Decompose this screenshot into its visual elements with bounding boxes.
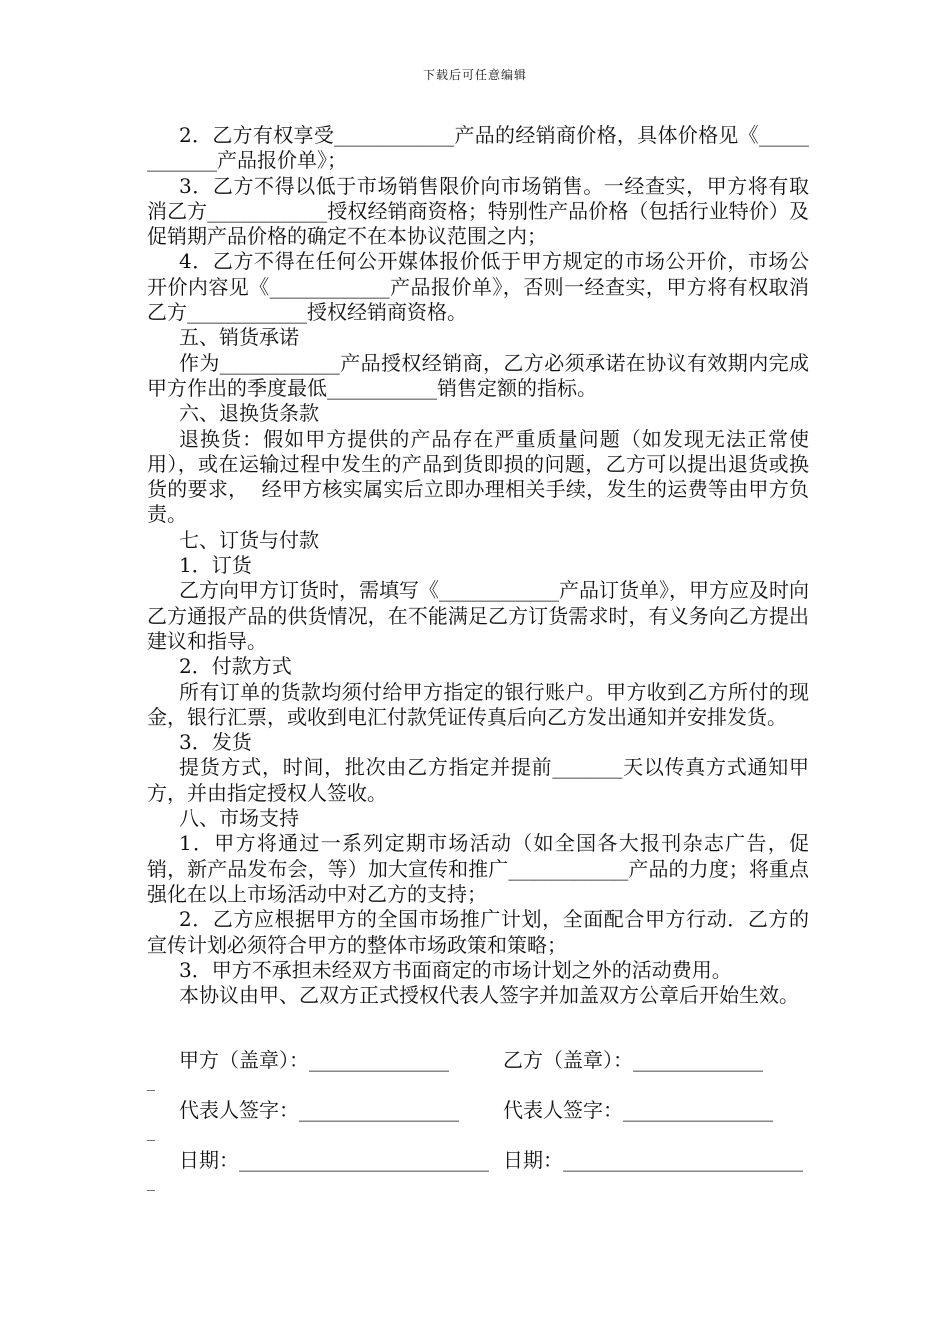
signature-row-seal [147, 1044, 807, 1091]
party-b-date-field: 日期：________________________ [503, 1148, 803, 1172]
party-b-seal-field: 乙方（盖章）：_____________ [503, 1048, 763, 1072]
clause-returns: 退换货：假如甲方提供的产品存在严重质量问题（如发现无法正常使用），或在运输过程中发生的产品到货即损的问题，乙方可以提出退货或换货的要求， 经甲方核实属实后立即办理相关手续，发生的运费等由甲方负责。 [147, 426, 809, 527]
page-header-note: 下载后可任意编辑 [422, 68, 527, 82]
subheading-delivery: 3．发货 [179, 730, 252, 755]
party-a-date-field: 日期：_________________________ [179, 1148, 489, 1172]
section-heading-market-support: 八、市场支持 [179, 806, 299, 831]
clause-activity-costs: 3．甲方不承担未经双方书面商定的市场计划之外的活动费用。 [179, 957, 732, 982]
contract-body [147, 123, 809, 1008]
signature-row-representative [147, 1094, 807, 1141]
party-a-representative-field: 代表人签字：________________ [179, 1098, 459, 1122]
clause-min-price: 3．乙方不得以低于市场销售限价向市场销售。一经查实，甲方将有取消乙方____________授权经销商资格；特别性产品价格（包括行业特价）及促销期产品价格的确定不在本协议范围之内； [147, 173, 809, 249]
section-heading-sales-commitment: 五、销货承诺 [179, 325, 299, 350]
clause-ordering: 乙方向甲方订货时，需填写《____________产品订货单》，甲方应及时向乙方通报产品的供货情况，在不能满足乙方订货需求时，有义务向乙方提出建议和指导。 [147, 578, 809, 653]
clause-market-activities: 1．甲方将通过一系列定期市场活动（如全国各大报刊杂志广告，促销，新产品发布会，等）加大宣传和推广____________产品的力度；将重点强化在以上市场活动中对乙方的支持； [147, 831, 809, 906]
clause-promotion-plan: 2．乙方应根据甲方的全国市场推广计划，全面配合甲方行动．乙方的宣传计划必须符合甲方的整体市场政策和策略； [147, 907, 809, 957]
line-tail-mark: _ [147, 1172, 155, 1191]
clause-public-price: 4．乙方不得在任何公开媒体报价低于甲方规定的市场公开价，市场公开价内容见《____________产品报价单》，否则一经查实，甲方将有权取消乙方____________授权经销商资格。 [147, 249, 809, 325]
section-heading-order-payment: 七、订货与付款 [179, 527, 319, 552]
clause-price-right: 2．乙方有权享受____________产品的经销商价格，具体价格见《____________产品报价单》； [147, 123, 809, 173]
clause-effective: 本协议由甲、乙双方正式授权代表人签字并加盖双方公章后开始生效。 [179, 983, 799, 1008]
clause-delivery: 提货方式，时间，批次由乙方指定并提前_______天以传真方式通知甲方，并由指定授权人签收。 [147, 755, 809, 805]
party-a-seal-field: 甲方（盖章）：______________ [179, 1048, 449, 1072]
line-tail-mark: _ [147, 1122, 155, 1141]
subheading-payment-method: 2．付款方式 [179, 654, 292, 679]
line-tail-mark: _ [147, 1072, 155, 1091]
clause-sales-commitment: 作为____________产品授权经销商，乙方必须承诺在协议有效期内完成甲方作出的季度最低___________销售定额的指标。 [147, 350, 809, 400]
party-b-representative-field: 代表人签字：_______________ [503, 1098, 773, 1122]
section-heading-returns: 六、退换货条款 [179, 401, 319, 426]
clause-payment-method: 所有订单的货款均须付给甲方指定的银行账户。甲方收到乙方所付的现金，银行汇票，或收到电汇付款凭证传真后向乙方发出通知并安排发货。 [147, 679, 809, 729]
signature-row-date [147, 1144, 807, 1191]
subheading-ordering: 1．订货 [179, 553, 252, 578]
